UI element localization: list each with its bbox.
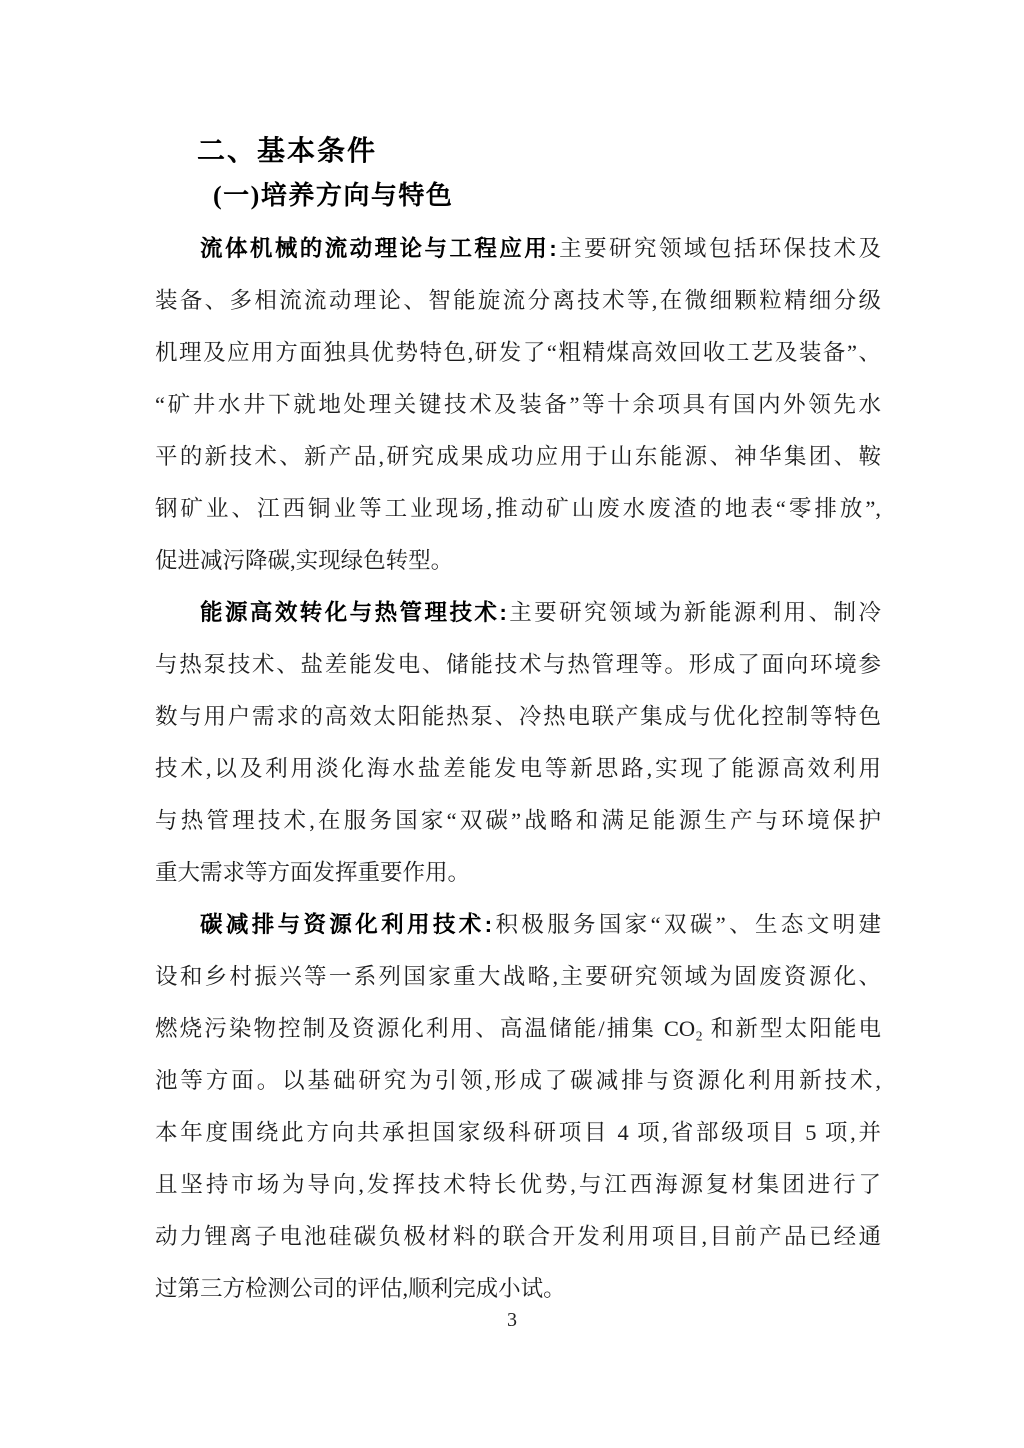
line-text: 动力锂离子电池硅碳负极材料的联合开发利用项目,目前产品已经通 — [155, 1224, 881, 1249]
text-line — [155, 795, 881, 847]
line-text: 促进减污降碳,实现绿色转型。 — [155, 548, 454, 573]
page-number: 3 — [507, 1309, 517, 1331]
text-line — [155, 951, 881, 1003]
subsection-heading: (一)培养方向与特色 — [213, 181, 454, 210]
paragraph-lead: 碳减排与资源化利用技术: — [200, 912, 493, 937]
text-line — [155, 587, 881, 639]
text-line — [155, 535, 881, 587]
text-line — [155, 1107, 881, 1159]
text-line — [155, 899, 881, 951]
line-text: 池等方面。以基础研究为引领,形成了碳减排与资源化利用新技术, — [155, 1068, 881, 1093]
line-text: 与热泵技术、盐差能发电、储能技术与热管理等。形成了面向环境参 — [155, 652, 881, 677]
section-heading: 二、基本条件 — [197, 135, 378, 166]
line-text: 设和乡村振兴等一系列国家重大战略,主要研究领域为固废资源化、 — [155, 964, 881, 989]
text-line — [155, 691, 881, 743]
line-text: 技术,以及利用淡化海水盐差能发电等新思路,实现了能源高效利用 — [155, 756, 881, 781]
line-text: 主要研究领域包括环保技术及 — [556, 236, 881, 261]
line-text: 本年度围绕此方向共承担国家级科研项目 4 项,省部级项目 5 项,并 — [155, 1120, 881, 1145]
document-content — [155, 135, 881, 1315]
text-line — [155, 743, 881, 795]
text-line — [155, 1211, 881, 1263]
text-line — [155, 483, 881, 535]
paragraph-fluid-machinery — [155, 223, 881, 587]
paragraph-lead: 流体机械的流动理论与工程应用: — [200, 236, 557, 261]
line-text: “矿井水井下就地处理关键技术及装备”等十余项具有国内外领先水 — [155, 392, 881, 417]
text-line — [155, 275, 881, 327]
line-text: 平的新技术、新产品,研究成果成功应用于山东能源、神华集团、鞍 — [155, 444, 881, 469]
line-text: 主要研究领域为新能源利用、制冷 — [506, 600, 881, 625]
text-line — [155, 847, 881, 899]
text-line — [155, 639, 881, 691]
line-text: 且坚持市场为导向,发挥技术特长优势,与江西海源复材集团进行了 — [155, 1172, 881, 1197]
line-text: 机理及应用方面独具优势特色,研发了“粗精煤高效回收工艺及装备”、 — [155, 340, 881, 365]
line-text: 装备、多相流流动理论、智能旋流分离技术等,在微细颗粒精细分级 — [155, 288, 881, 313]
line-text: 重大需求等方面发挥重要作用。 — [155, 860, 471, 885]
body-text — [155, 223, 881, 1315]
text-line — [155, 1003, 881, 1055]
text-line — [155, 1159, 881, 1211]
text-line — [155, 379, 881, 431]
line-text: 钢矿业、江西铜业等工业现场,推动矿山废水废渣的地表“零排放”, — [155, 496, 881, 521]
text-line — [155, 431, 881, 483]
line-text: 过第三方检测公司的评估,顺利完成小试。 — [155, 1276, 566, 1301]
line-text: 数与用户需求的高效太阳能热泵、冷热电联产集成与优化控制等特色 — [155, 704, 881, 729]
paragraph-carbon-reduction — [155, 899, 881, 1315]
line-text: 与热管理技术,在服务国家“双碳”战略和满足能源生产与环境保护 — [155, 808, 881, 833]
text-line — [155, 223, 881, 275]
paragraph-energy-conversion — [155, 587, 881, 899]
line-text: 燃烧污染物控制及资源化利用、高温储能/捕集 CO₂ 和新型太阳能电 — [155, 1016, 881, 1041]
text-line — [155, 327, 881, 379]
paragraph-lead: 能源高效转化与热管理技术: — [200, 600, 507, 625]
line-text: 积极服务国家“双碳”、生态文明建 — [492, 912, 881, 937]
text-line — [155, 1055, 881, 1107]
